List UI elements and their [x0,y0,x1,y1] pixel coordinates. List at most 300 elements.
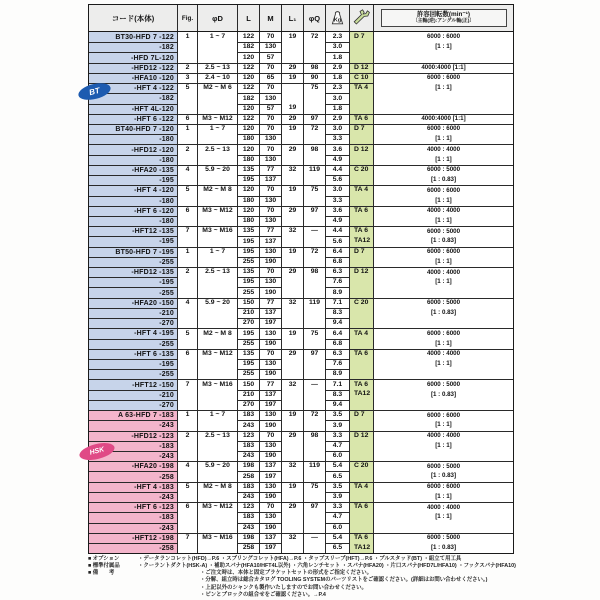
table-row [89,247,513,257]
tool-cell [349,400,373,410]
phiD-cell [197,471,237,481]
kg-cell: 3.0 [325,93,349,103]
M-cell: 70 [259,144,281,154]
M-cell: 130 [259,134,281,144]
table-row [89,42,513,52]
L-cell: 120 [237,124,259,134]
M-cell: 130 [259,410,281,420]
table-row [89,73,513,83]
table-row [89,287,513,297]
kg-cell: 1.8 [325,52,349,62]
kg-cell: 9.4 [325,318,349,328]
M-cell: 77 [259,165,281,175]
fig-cell: 5 [177,328,197,338]
code-cell: -HFA20 -135 [89,165,177,175]
phiQ-cell [303,543,325,553]
length-header: L [237,5,259,31]
table-row [89,533,513,543]
M-cell: 130 [259,216,281,226]
code-cell: -HFT 4 -195 [89,328,177,338]
fig-cell: 4 [177,298,197,308]
L-cell: 183 [237,441,259,451]
tool-cell [349,451,373,461]
phiQ-cell: — [303,379,325,389]
M-cell: 130 [259,93,281,103]
phiQ-cell [303,287,325,297]
fig-cell: 2 [177,431,197,441]
hsk-badge-label: HSK [88,446,106,457]
M-cell: 190 [259,451,281,461]
phiD-cell [197,134,237,144]
code-cell: -180 [89,196,177,206]
phiQ-cell [303,93,325,103]
phiD-cell: M3 ~ M16 [197,533,237,543]
tool-cell [349,308,373,318]
phiD-cell [197,287,237,297]
M-cell: 57 [259,52,281,62]
phiD-cell [197,390,237,400]
code-cell: -195 [89,175,177,185]
rpm-cell [373,104,513,114]
table-row [89,390,513,400]
table-row [89,318,513,328]
M-cell: 137 [259,461,281,471]
M-cell: 70 [259,124,281,134]
kg-cell: 7.1 [325,379,349,389]
rpm-cell: 4000:4000 [1:1] [373,114,513,124]
code-cell: -HFT 4 -120 [89,185,177,195]
phiQ-cell: — [303,226,325,236]
phiD-cell [197,543,237,553]
table-row [89,114,513,124]
L1-cell: 29 [281,349,303,359]
L-cell: 195 [237,247,259,257]
fig-cell [177,512,197,522]
L1-cell [281,277,303,287]
table-row [89,216,513,226]
phiD-cell [197,400,237,410]
table-row [89,431,513,441]
phiQ-cell [303,277,325,287]
L1-cell: 29 [281,267,303,277]
L1-cell [281,93,303,103]
tool-cell: TA 6 [349,206,373,216]
L-cell: 123 [237,502,259,512]
tool-cell: TA 6 [349,349,373,359]
phiD-cell: 5.9 ~ 20 [197,298,237,308]
kg-cell: 3.6 [325,206,349,216]
table-row [89,308,513,318]
phiQ-cell [303,134,325,144]
code-cell: -HFT 6 -120 [89,206,177,216]
M-cell: 77 [259,379,281,389]
tool-cell [349,52,373,62]
rpm-cell: [1 : 0.83] [373,471,513,481]
M-cell: 130 [259,512,281,522]
L1-cell [281,155,303,165]
phiQ-cell [303,308,325,318]
M-cell: 70 [259,32,281,42]
tool-cell: TA12 [349,236,373,246]
fig-cell [177,93,197,103]
M-cell: 70 [259,63,281,73]
phiD-cell [197,451,237,461]
phiD-cell [197,175,237,185]
rpm-cell: 6000 : 6000 [373,124,513,134]
fig-cell [177,104,197,114]
L1-cell: 32 [281,298,303,308]
tool-cell [349,216,373,226]
rpm-cell: [1 : 1] [373,441,513,451]
M-cell: 70 [259,349,281,359]
kg-cell: 6.0 [325,523,349,533]
phiQ-cell [303,155,325,165]
kg-cell: 4.4 [325,226,349,236]
M-cell: 130 [259,155,281,165]
tool-cell [349,42,373,52]
phiQ-cell [303,390,325,400]
rpm-cell: [1 : 1] [373,196,513,206]
phiD-cell [197,236,237,246]
L-cell: 150 [237,379,259,389]
rpm-cell: 4000 : 4000 [373,431,513,441]
code-cell: -180 [89,216,177,226]
L-cell: 182 [237,93,259,103]
L-cell: 255 [237,339,259,349]
tool-cell: TA 6 [349,114,373,124]
phiQ-cell: 97 [303,114,325,124]
L1-cell: 32 [281,379,303,389]
tool-cell: C 20 [349,461,373,471]
rpm-cell: 6000 : 6000 [373,482,513,492]
L1-cell [281,492,303,502]
phiQ-cell [303,257,325,267]
rpm-cell: [1 : 1] [373,83,513,93]
L1-cell [281,287,303,297]
L-cell: 210 [237,308,259,318]
L-cell: 183 [237,512,259,522]
M-cell: 130 [259,359,281,369]
fig-cell [177,277,197,287]
fig-cell [177,420,197,430]
L1-cell [281,400,303,410]
kg-cell: 7.6 [325,359,349,369]
kg-cell: 8.3 [325,390,349,400]
table-row [89,144,513,154]
table-row [89,379,513,389]
fig-cell [177,175,197,185]
M-cell: 70 [259,83,281,93]
fig-cell: 2 [177,144,197,154]
tool-header [349,5,373,31]
L1-cell: 32 [281,226,303,236]
footer-line-text: ・クーラントダクト(HSK-A) ・補助スパナ(HFA10/HFT4L以外) ・六角レンチセット ・スパナ(HFA20) ・片口スパナ(HFD7L/HFA10) ・フックスパナ(HFA10) [138,563,516,570]
rpm-cell [373,52,513,62]
code-cell: -243 [89,420,177,430]
L1-cell [281,451,303,461]
L1-cell: 32 [281,533,303,543]
code-cell: -210 [89,390,177,400]
table-row [89,267,513,277]
L-cell: 122 [237,32,259,42]
phiQ-cell: 98 [303,431,325,441]
kg-cell: 6.4 [325,328,349,338]
kg-cell: 4.9 [325,155,349,165]
tool-cell [349,287,373,297]
fig-cell: 6 [177,502,197,512]
table-row [89,410,513,420]
kg-cell: 5.6 [325,175,349,185]
rpm-cell: 6000 : 6000 [373,410,513,420]
L1-cell [281,512,303,522]
tool-cell [349,359,373,369]
table-row [89,502,513,512]
kg-cell: 3.3 [325,502,349,512]
footer-line [88,577,588,584]
kg-cell: 1.8 [325,104,349,114]
L1-cell: 29 [281,63,303,73]
L1-cell: 19 [281,247,303,257]
L1-cell: 19 [281,32,303,42]
code-cell: -270 [89,318,177,328]
fig-cell [177,492,197,502]
M-cell: 197 [259,318,281,328]
code-cell: -HFD12 -122 [89,63,177,73]
rpm-cell: 6000 : 5000 [373,533,513,543]
rpm-cell: [1 : 1] [373,359,513,369]
L-cell: 180 [237,155,259,165]
kg-cell: 4.7 [325,512,349,522]
tool-cell: TA12 [349,390,373,400]
table-row [89,543,513,553]
L1-cell [281,339,303,349]
L-cell: 120 [237,73,259,83]
phiD-cell: 1 ~ 7 [197,124,237,134]
rpm-cell: [1 : 1] [373,420,513,430]
code-cell: -183 [89,441,177,451]
L-cell: 243 [237,420,259,430]
code-cell: -182 [89,93,177,103]
rpm-cell: 6000 : 6000 [373,32,513,42]
code-cell: -HFA20 -198 [89,461,177,471]
L1-cell [281,52,303,62]
tool-cell: TA 6 [349,533,373,543]
code-cell: -195 [89,277,177,287]
table-row [89,400,513,410]
code-cell: -HFD12 -120 [89,144,177,154]
code-cell: -180 [89,155,177,165]
code-cell: A 63-HFD 7 -183 [89,410,177,420]
L-cell: 183 [237,410,259,420]
L-cell: 122 [237,63,259,73]
phiD-cell [197,196,237,206]
code-cell: -HFD 7L-120 [89,52,177,62]
M-cell: 70 [259,431,281,441]
tool-cell: TA 6 [349,226,373,236]
rpm-cell: [1 : 0.83] [373,308,513,318]
l1-header: L₁ [281,5,303,31]
svg-text:Kg: Kg [333,17,342,24]
L-cell: 258 [237,543,259,553]
L-cell: 243 [237,523,259,533]
L-cell: 180 [237,134,259,144]
fig-cell: 2 [177,63,197,73]
tool-cell: D 12 [349,267,373,277]
L1-cell [281,42,303,52]
code-cell: -HFA10 -120 [89,73,177,83]
L-cell: 243 [237,492,259,502]
phiD-cell [197,277,237,287]
tool-cell [349,196,373,206]
fig-cell: 5 [177,482,197,492]
kg-cell: 2.9 [325,114,349,124]
phiD-cell: 2.5 ~ 13 [197,63,237,73]
M-cell: 70 [259,185,281,195]
L-cell: 195 [237,328,259,338]
phiD-cell [197,42,237,52]
phiD-cell: M3 ~ M12 [197,114,237,124]
L-cell: 255 [237,287,259,297]
phiQ-cell: 72 [303,247,325,257]
footer-line-text: ・分解、組立時は総合カタログ TOOLING SYSTEMのパーツリストをご確認ください。(詳細はお問い合わせください。) [200,577,488,584]
M-cell: 70 [259,502,281,512]
fig-cell: 6 [177,206,197,216]
tool-cell: TA 4 [349,328,373,338]
L1-cell [281,441,303,451]
phiQ-cell: — [303,533,325,543]
L1-cell: 19 [281,104,303,114]
table-row [89,482,513,492]
rpm-cell [373,318,513,328]
table-row [89,349,513,359]
tool-cell [349,175,373,185]
rpm-cell: [1 : 0.83] [373,175,513,185]
rpm-cell: [1 : 1] [373,216,513,226]
fig-cell: 7 [177,533,197,543]
table-row [89,298,513,308]
L-cell: 135 [237,165,259,175]
table-row [89,175,513,185]
bt-badge-label: BT [88,85,101,98]
code-cell: -182 [89,42,177,52]
phiQ-cell [303,369,325,379]
kg-cell: 6.3 [325,267,349,277]
L1-cell [281,257,303,267]
L-cell: 195 [237,277,259,287]
L1-cell [281,318,303,328]
phiQ-cell [303,359,325,369]
tool-cell: D 7 [349,410,373,420]
L-cell: 150 [237,298,259,308]
phiQ-cell: 72 [303,410,325,420]
rpm-cell: 6000 : 5000 [373,379,513,389]
table-row [89,32,513,42]
kg-cell: 3.9 [325,492,349,502]
tool-cell [349,257,373,267]
code-cell: -HFT12 -135 [89,226,177,236]
kg-cell: 3.5 [325,482,349,492]
rpm-cell: 6000 : 5000 [373,226,513,236]
M-cell: 70 [259,206,281,216]
L1-cell: 19 [281,185,303,195]
tool-cell [349,369,373,379]
M-cell: 130 [259,441,281,451]
M-cell: 130 [259,328,281,338]
tool-cell [349,512,373,522]
tool-cell [349,441,373,451]
phiQ-cell [303,318,325,328]
rpm-cell: 4000 : 4000 [373,267,513,277]
footer-notes [88,556,588,599]
tool-cell [349,339,373,349]
L-cell: 123 [237,431,259,441]
rpm-cell: [1 : 1] [373,492,513,502]
tool-cell: TA 6 [349,379,373,389]
footer-line-label: ■ 備 考 [88,570,115,577]
kg-cell: 3.3 [325,196,349,206]
footer-line-text: ・ピンとブロックの組合せをご確認ください。→P.4 [200,591,326,598]
M-cell: 137 [259,175,281,185]
kg-cell: 3.6 [325,144,349,154]
table-row [89,277,513,287]
phiD-cell: M3 ~ M16 [197,379,237,389]
tool-cell: TA12 [349,543,373,553]
table-row [89,441,513,451]
phiD-cell: 2.5 ~ 13 [197,144,237,154]
tool-cell [349,318,373,328]
footer-line [88,592,588,599]
kg-cell: 3.3 [325,431,349,441]
tool-cell [349,155,373,165]
M-cell: 77 [259,226,281,236]
L1-cell [281,175,303,185]
fig-cell [177,400,197,410]
rpm-header-box [381,9,507,27]
rpm-cell: [1 : 0.83] [373,236,513,246]
rpm-cell: [1 : 1] [373,512,513,522]
footer-line-label: ■ オプション [88,556,120,562]
L1-cell [281,369,303,379]
kg-cell: 3.0 [325,124,349,134]
phiQ-cell [303,441,325,451]
L-cell: 180 [237,216,259,226]
table-row [89,339,513,349]
L1-cell [281,83,303,93]
kg-cell: 3.5 [325,410,349,420]
L-cell: 135 [237,226,259,236]
code-cell: -258 [89,543,177,553]
fig-cell [177,42,197,52]
phiQ-cell [303,175,325,185]
fig-cell [177,134,197,144]
phiD-cell [197,52,237,62]
tool-cell: D 7 [349,124,373,134]
L1-cell [281,420,303,430]
M-cell: 137 [259,308,281,318]
M-cell: 130 [259,277,281,287]
code-cell: -270 [89,400,177,410]
L-cell: 255 [237,369,259,379]
table-row [89,492,513,502]
table-row [89,196,513,206]
M-cell: 190 [259,523,281,533]
footer-line-text: ・上記以外のシャンクも製作いたしますのでお問い合わせください。 [200,584,367,591]
L1-cell: 19 [281,124,303,134]
phiQ-cell [303,523,325,533]
tool-cell: C 20 [349,165,373,175]
phiQ-cell: 98 [303,267,325,277]
rpm-cell: [1 : 0.83] [373,543,513,553]
